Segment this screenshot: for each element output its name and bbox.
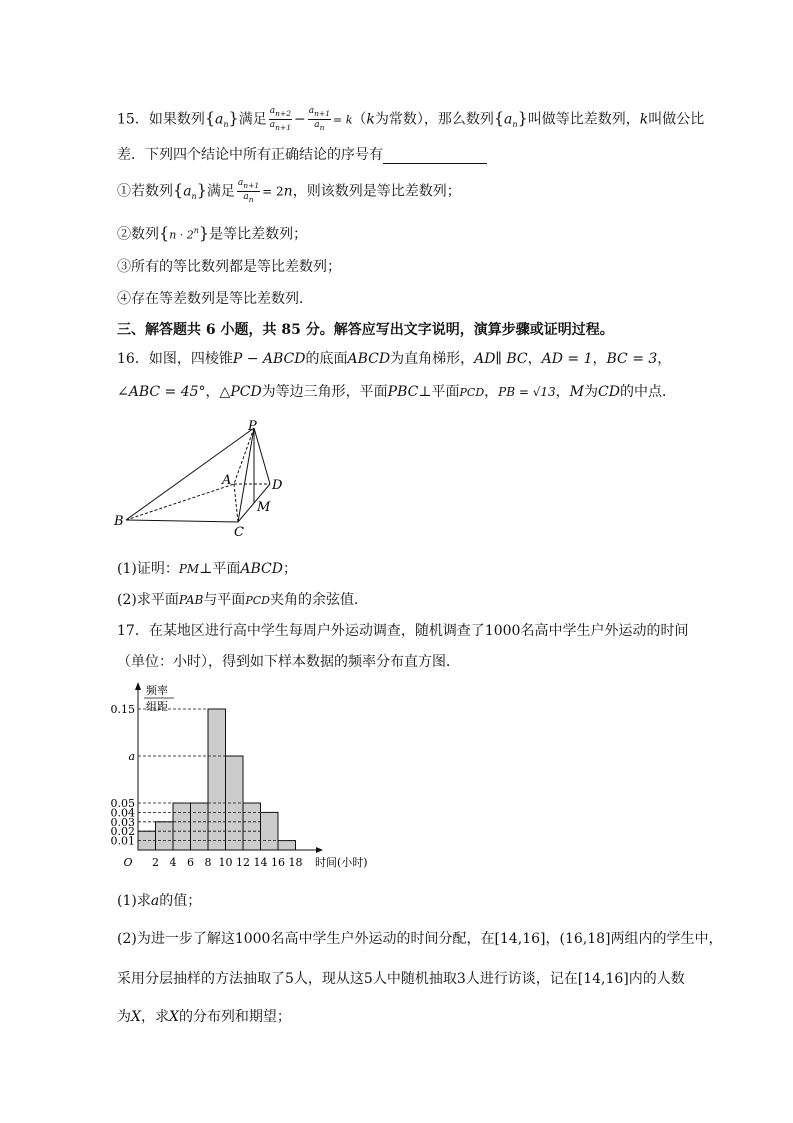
- frequency-histogram: [108, 680, 398, 880]
- label-A: A: [222, 473, 232, 488]
- edge-PD: [254, 428, 270, 484]
- q15-option-1: ①若数列$\{a_n\}$满足 $\frac{a_{n+1}}{a_n}$ = 2n，则该数列是等比差数列；: [117, 178, 461, 204]
- y-tick-label: 0.15: [110, 703, 135, 716]
- label-M: M: [257, 500, 271, 515]
- q16-line2: ∠ABC = 45°，△PCD为等边三角形，平面PBC⊥平面PCD，PB = √13，M为CD的中点．: [117, 384, 676, 400]
- y-axis-arrow: [135, 682, 141, 690]
- q17-line1: 17．在某地区进行高中学生每周户外运动调查，随机调查了1000名高中学生户外运动的时间: [117, 623, 689, 639]
- x-tick-label: 8: [204, 856, 212, 869]
- q16-line1: 16．如图，四棱锥P − ABCD的底面ABCD为直角梯形，AD∥ BC，AD = 1，BC = 3，: [117, 351, 672, 367]
- edge-PA: [234, 428, 254, 484]
- x-tick-label: 10: [218, 856, 233, 869]
- x-tick-label: 14: [253, 856, 268, 869]
- label-C: C: [234, 525, 244, 540]
- pyramid-figure: [110, 418, 300, 540]
- section-3-heading: 三、解答题共 6 小题，共 85 分。解答应写出文字说明，演算步骤或证明过程。: [117, 322, 614, 338]
- q15-option-4: ④存在等差数列是等比差数列．: [117, 291, 313, 307]
- x-tick-label: 2: [152, 856, 159, 869]
- y-tick-label: 0.02: [110, 825, 135, 839]
- q15-line1: 15．如果数列$\{a_n\}$满足 $\frac{a_{n+2}}{a_{n+1}}$ − $\frac{a_{n+1}}{a_n}$ = k（k为常数），那么数列$\{a_n\}$叫做等比差数列，k叫做公比: [117, 106, 705, 132]
- x-tick-label: 4: [169, 856, 177, 869]
- y-label-bottom: 组距: [146, 700, 168, 713]
- q15-line2: 差．下列四个结论中所有正确结论的序号有: [117, 146, 487, 164]
- bar-[6,8): [191, 803, 209, 850]
- y-label-top: 频率: [146, 684, 168, 697]
- x-tick-label: 6: [187, 856, 194, 869]
- y-tick-label: 0.01: [110, 834, 135, 848]
- edge-BC: [126, 520, 238, 522]
- bar-[14,16): [261, 812, 279, 850]
- edge-AC: [234, 484, 238, 522]
- x-tick-label: 12: [236, 856, 250, 869]
- bar-[4,6): [173, 803, 191, 850]
- bar-[12,14): [243, 803, 261, 850]
- bar-[16,18]: [278, 841, 296, 850]
- option1-fraction: $\frac{a_{n+1}}{a_n}$: [237, 178, 260, 204]
- q17-part2-line2: 采用分层抽样的方法抽取了5人，现从这5人中随机抽取3人进行访谈，记在[14,16]内的人数: [117, 971, 685, 987]
- label-D: D: [272, 478, 283, 493]
- x-tick-label: 18: [288, 856, 303, 869]
- q16-part2: (2)求平面PAB与平面PCD夹角的余弦值．: [117, 592, 368, 608]
- y-tick-label: 0.03: [110, 815, 135, 829]
- x-axis-arrow: [316, 847, 323, 853]
- x-axis-label: 时间(小时): [315, 856, 368, 869]
- label-B: B: [114, 514, 124, 529]
- label-P: P: [248, 419, 257, 434]
- y-tick-label: 0.04: [110, 806, 135, 820]
- y-tick-label: 0.05: [110, 797, 135, 810]
- x-tick-label: 16: [271, 856, 285, 869]
- q17-line2: （单位：小时），得到如下样本数据的频率分布直方图．: [117, 654, 460, 670]
- q17-part1: (1)求a的值；: [117, 893, 202, 909]
- q15-option-2: ②数列$\{n \cdot 2^n\}$是等比差数列；: [117, 223, 308, 243]
- answer-blank[interactable]: [383, 149, 487, 164]
- q15-fraction-1: $\frac{a_{n+2}}{a_{n+1}}$: [269, 106, 291, 132]
- bar-[2,4): [156, 822, 174, 850]
- q17-part2-line3: 为X，求X的分布列和期望；: [117, 1009, 291, 1025]
- q15-fraction-2: $\frac{a_{n+1}}{a_n}$: [308, 106, 330, 132]
- bar-[8,10): [208, 709, 226, 850]
- edge-PC: [238, 428, 254, 522]
- q17-part2-line1: (2)为进一步了解这1000名高中学生户外运动的时间分配，在[14,16]，(16,18]两组内的学生中，: [117, 931, 723, 947]
- q16-part1: (1)证明：PM⊥平面ABCD；: [117, 561, 297, 577]
- edge-BA: [126, 484, 234, 520]
- edge-PB: [126, 428, 254, 520]
- q15-option-3: ③所有的等比数列都是等比差数列；: [117, 259, 341, 275]
- origin-label: O: [123, 856, 133, 869]
- y-tick-label: a: [128, 750, 135, 763]
